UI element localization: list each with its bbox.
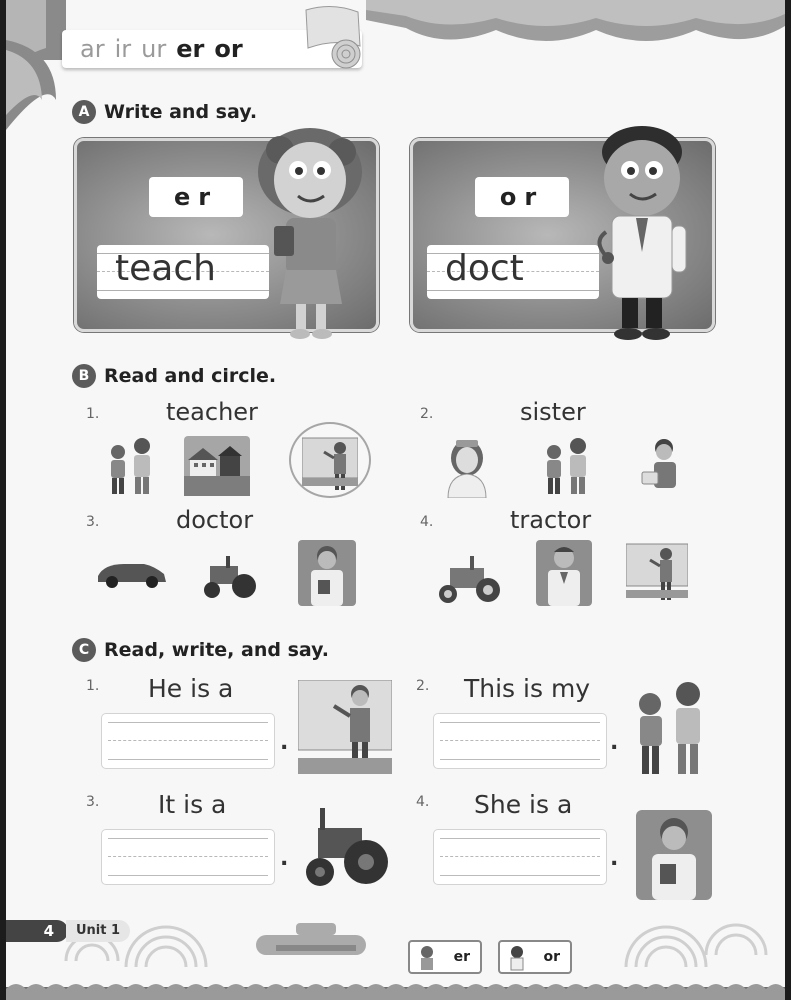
farm-picture-icon[interactable] [184, 436, 250, 496]
c-answer-lines[interactable] [102, 714, 274, 768]
b-word-sister: sister [520, 398, 586, 426]
doctor-picture-icon[interactable] [298, 540, 356, 606]
car-picture-icon[interactable] [94, 556, 170, 590]
section-b-title: Read and circle. [104, 365, 277, 387]
phonics-ar: ar [80, 35, 105, 63]
unit-label: Unit 1 [66, 920, 130, 942]
c-answer-lines[interactable] [102, 830, 274, 884]
or-tag [498, 940, 572, 974]
c-prompt: She is a [474, 790, 573, 819]
doctor-figure-icon [586, 122, 704, 346]
phonics-er: er [176, 35, 205, 63]
er-suffix-box: er [149, 177, 243, 217]
teacher-board-picture-icon [298, 680, 392, 780]
section-c-title: Read, write, and say. [104, 639, 329, 661]
doctor-mini-icon [506, 944, 528, 972]
c-item-number: 4. [416, 794, 430, 810]
boy-picture-icon[interactable] [636, 436, 686, 498]
or-suffix-box: or [475, 177, 569, 217]
footer-decoration [6, 905, 785, 1000]
c-prompt: It is a [158, 790, 227, 819]
section-c-badge: C [72, 638, 96, 662]
or-tag-label: or [543, 949, 560, 965]
siblings-picture-icon [630, 680, 710, 780]
phonics-ir: ir [114, 35, 132, 63]
section-b-heading [72, 364, 276, 388]
c-period: . [280, 846, 289, 871]
c-item-number: 2. [416, 678, 430, 694]
b-word-tractor: tractor [510, 506, 592, 534]
b-item-number: 2. [420, 406, 434, 422]
doct-write-lines[interactable] [427, 245, 599, 299]
teacher-mini-icon [416, 944, 438, 972]
c-answer-lines[interactable] [434, 830, 606, 884]
teach-word: teach [115, 248, 216, 289]
doct-word: doct [445, 248, 524, 289]
c-item-number: 1. [86, 678, 100, 694]
er-tag [408, 940, 482, 974]
side-curtain [6, 40, 66, 160]
section-c-heading [72, 638, 329, 662]
c-prompt: He is a [148, 674, 234, 703]
phonics-or: or [214, 35, 243, 63]
b-item-number: 1. [86, 406, 100, 422]
phonics-ur: ur [141, 35, 167, 63]
section-a-heading [72, 100, 257, 124]
c-period: . [610, 846, 619, 871]
c-period: . [610, 730, 619, 755]
doctor-picture-icon[interactable] [536, 540, 592, 606]
teacher-board-picture-icon[interactable] [302, 434, 358, 494]
section-a-title: Write and say. [104, 101, 258, 123]
b-item-number: 3. [86, 514, 100, 530]
teacher-board-picture-icon[interactable] [626, 542, 688, 604]
section-a-badge: A [72, 100, 96, 124]
doctor-picture-icon [636, 810, 712, 900]
b-word-teacher: teacher [166, 398, 258, 426]
teacher-figure-icon [252, 120, 376, 342]
workbook-page [6, 0, 785, 1000]
scroll-curl-icon [302, 2, 372, 72]
page-number: 4 [6, 920, 68, 942]
section-b-badge: B [72, 364, 96, 388]
tractor-picture-icon [298, 804, 390, 892]
c-item-number: 3. [86, 794, 100, 810]
siblings-picture-icon[interactable] [540, 436, 592, 496]
teach-write-lines[interactable] [97, 245, 269, 299]
siblings-picture-icon[interactable] [104, 436, 156, 496]
b-word-doctor: doctor [176, 506, 254, 534]
er-tag-label: er [453, 949, 470, 965]
b-item-number: 4. [420, 514, 434, 530]
c-answer-lines[interactable] [434, 714, 606, 768]
c-prompt: This is my [464, 674, 591, 703]
c-period: . [280, 730, 289, 755]
nurse-picture-icon[interactable] [442, 436, 492, 498]
tractor-picture-icon[interactable] [430, 556, 506, 604]
tractor-picture-icon[interactable] [196, 554, 260, 600]
